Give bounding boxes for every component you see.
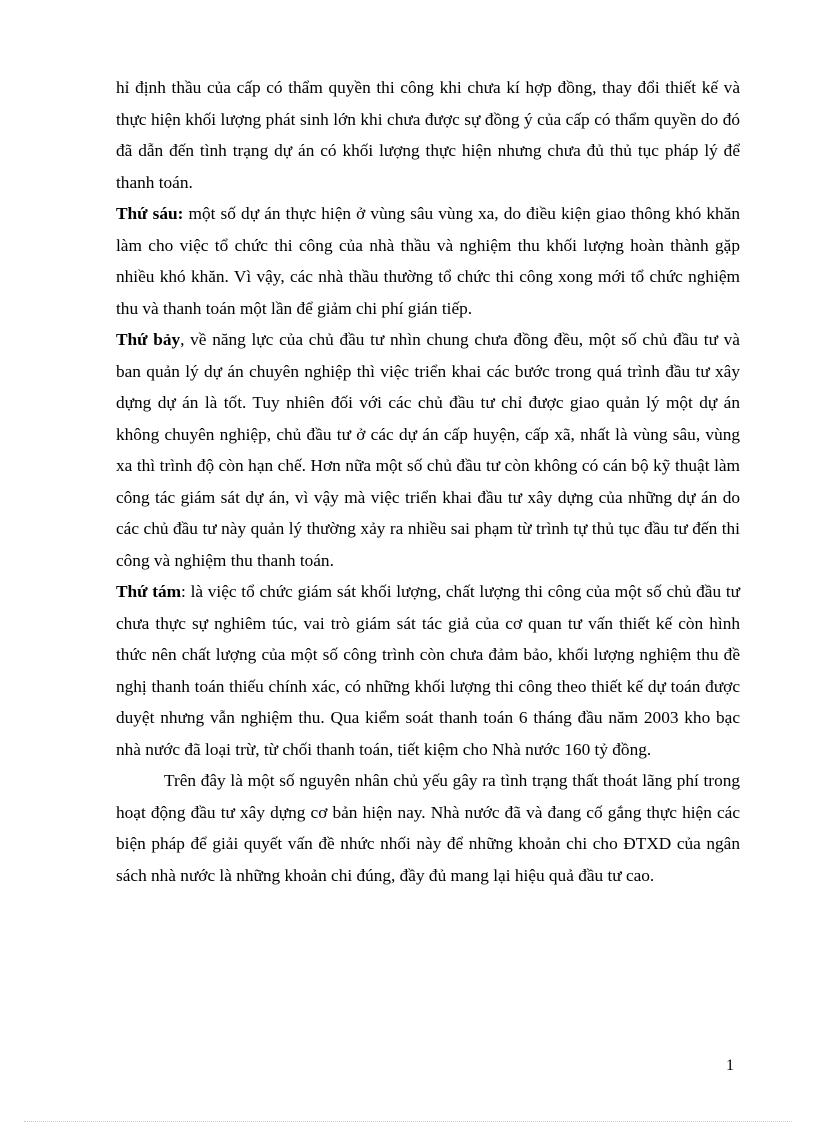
page-bottom-divider xyxy=(24,1121,792,1122)
paragraph-text: một số dự án thực hiện ở vùng sâu vùng xa, do điều kiện giao thông khó khăn làm cho việc tổ chức thi công của nhà thầu và nghiệm thu khối lượng hoàn thành gặp nhiều khó khăn. Vì vậy, các nhà thầu thường tổ chức thi công xong mới tổ chức nghiệm thu và thanh toán một lần để giảm chi phí gián tiếp. xyxy=(116,204,741,318)
paragraph-conclusion xyxy=(116,765,740,891)
paragraph-text: hỉ định thầu của cấp có thẩm quyền thi công khi chưa kí hợp đồng, thay đổi thiết kế và thực hiện khối lượng phát sinh lớn khi chưa được sự đồng ý của cấp có thẩm quyền do đó đã dẫn đến tình trạng dự án có khối lượng thực hiện nhưng chưa đủ thủ tục pháp lý để thanh toán. xyxy=(116,78,740,192)
paragraph-continuation xyxy=(116,72,740,198)
paragraph-heading: Thứ tám xyxy=(116,582,182,601)
paragraph-thu-sau xyxy=(116,198,740,324)
paragraph-text: , về năng lực của chủ đầu tư nhìn chung chưa đồng đều, một số chủ đầu tư và ban quản lý dự án chuyên nghiệp thì việc triển khai các bước trong quá trình đầu tư xây dựng dự án là tốt. Tuy nhiên đối với các chủ đầu tư chỉ được giao quản lý một dự án không chuyên nghiệp, chủ đầu tư ở các dự án cấp huyện, cấp xã, nhất là vùng sâu, vùng xa thì trình độ còn hạn chế. Hơn nữa một số chủ đầu tư còn không có cán bộ kỹ thuật làm công tác giám sát dự án, vì vậy mà việc triển khai đầu tư xây dựng của những dự án do các chủ đầu tư này quản lý thường xảy ra nhiều sai phạm từ trình tự thủ tục đầu tư đến thi công và nghiệm thu thanh toán. xyxy=(116,330,740,570)
page-number: 1 xyxy=(726,1057,734,1074)
paragraph-text: : là việc tổ chức giám sát khối lượng, chất lượng thi công của một số chủ đầu tư chưa thực sự nghiêm túc, vai trò giám sát tác giả của cơ quan tư vấn thiết kế còn hình thức nên chất lượng của một số công trình còn chưa đảm bảo, khối lượng nghiệm thu đề nghị thanh toán thiếu chính xác, có những khối lượng thi công theo thiết kế dự toán được duyệt nhưng vẫn nghiệm thu. Qua kiểm soát thanh toán 6 tháng đầu năm 2003 kho bạc nhà nước đã loại trừ, từ chối thanh toán, tiết kiệm cho Nhà nước 160 tỷ đồng. xyxy=(116,582,741,759)
paragraph-text: Trên đây là một số nguyên nhân chủ yếu gây ra tình trạng thất thoát lãng phí trong hoạt động đầu tư xây dựng cơ bản hiện nay. Nhà nước đã và đang cố gắng thực hiện các biện pháp để giải quyết vấn đề nhức nhối này để những khoản chi cho ĐTXD của ngân sách nhà nước là những khoản chi đúng, đầy đủ mang lại hiệu quả đầu tư cao. xyxy=(116,771,740,885)
paragraph-heading: Thứ sáu: xyxy=(116,204,184,223)
paragraph-heading: Thứ bảy xyxy=(116,330,181,349)
document-body xyxy=(116,72,740,891)
paragraph-thu-tam xyxy=(116,576,740,765)
paragraph-thu-bay xyxy=(116,324,740,576)
